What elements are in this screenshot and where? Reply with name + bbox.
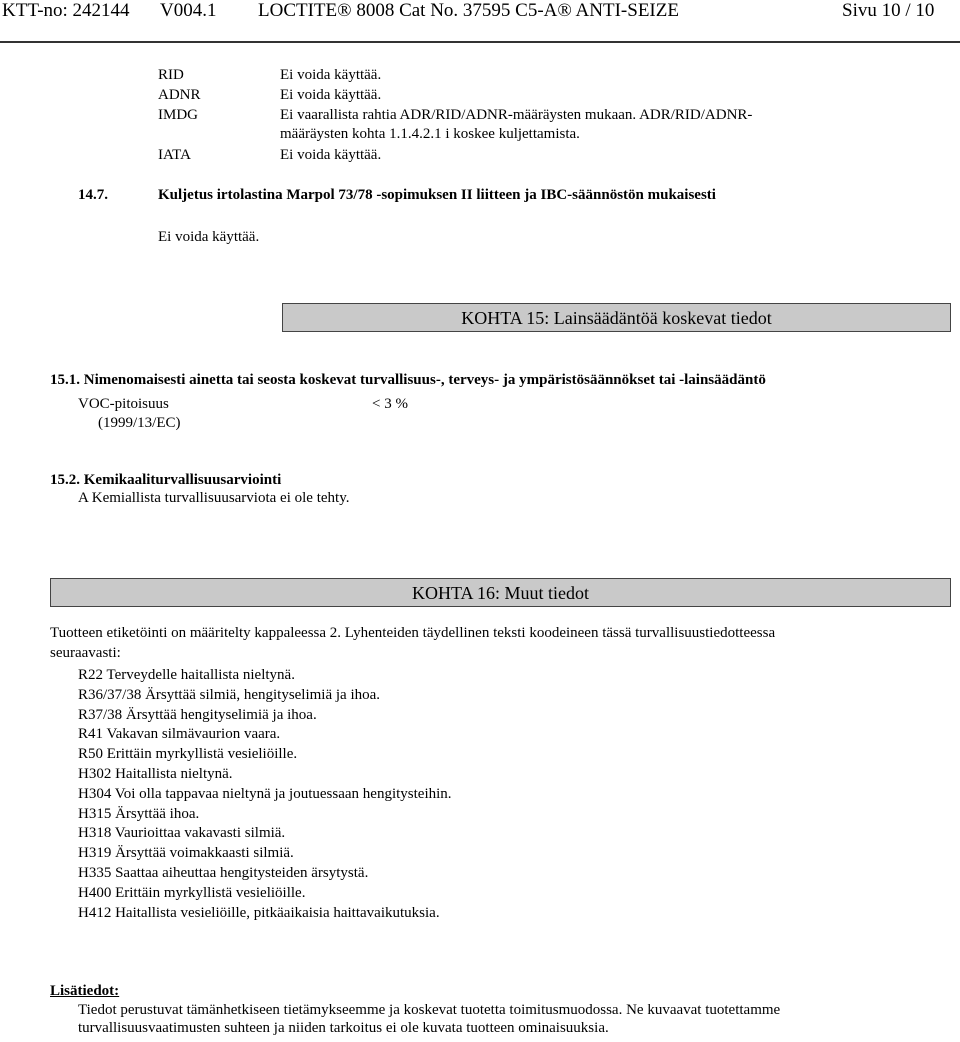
section-16-intro-line2: seuraavasti: <box>50 645 121 661</box>
additional-info-line1: Tiedot perustuvat tämänhetkiseen tietämykseemme ja koskevat tuotetta toimitusmuodossa. Ne kuvaavat tuotettamme <box>78 1002 781 1018</box>
section-16-banner <box>50 578 951 607</box>
rid-label: RID <box>158 67 184 83</box>
imdg-value-line1: Ei vaarallista rahtia ADR/RID/ADNR-määräysten mukaan. ADR/RID/ADNR- <box>280 107 753 123</box>
hazard-phrase-item: R22 Terveydelle haitallista nieltynä. <box>78 667 295 683</box>
hazard-phrase-item: H304 Voi olla tappavaa nieltynä ja joutuessaan hengitysteihin. <box>78 785 452 802</box>
hazard-phrase-item: R36/37/38 Ärsyttää silmiä, hengityselimiä ja ihoa. <box>78 686 381 703</box>
section-15-title: KOHTA 15: Lainsäädäntöä koskevat tiedot <box>461 308 772 328</box>
section-14-7-number: 14.7. <box>78 187 108 203</box>
iata-value: Ei voida käyttää. <box>280 147 382 163</box>
header-version: V004.1 <box>160 0 217 21</box>
section-15-2-title: 15.2. Kemikaaliturvallisuusarviointi <box>50 472 282 488</box>
hazard-phrase-item: H302 Haitallista nieltynä. <box>78 766 233 782</box>
hazard-phrase-item: H400 Erittäin myrkyllistä vesieliöille. <box>78 884 306 901</box>
hazard-phrase-item: H319 Ärsyttää voimakkaasti silmiä. <box>78 845 294 862</box>
hazard-phrase-item: H315 Ärsyttää ihoa. <box>78 805 200 822</box>
hazard-phrase-item: H335 Saattaa aiheuttaa hengitysteiden ärsytystä. <box>78 865 369 881</box>
additional-info-label: Lisätiedot: <box>50 983 120 999</box>
imdg-label: IMDG <box>158 107 198 123</box>
section-15-1-title: 15.1. Nimenomaisesti ainetta tai seosta koskevat turvallisuus-, terveys- ja ympäristösäännökset tai -lainsäädäntö <box>50 372 766 388</box>
section-16-title: KOHTA 16: Muut tiedot <box>411 583 590 603</box>
voc-label: VOC-pitoisuus <box>78 396 169 412</box>
additional-info-line2: turvallisuusvaatimusten suhteen ja niiden tarkoitus ei ole kuvata tuotteen ominaisuuksia. <box>78 1020 609 1036</box>
adnr-value: Ei voida käyttää. <box>280 87 382 103</box>
section-15-2-text: A Kemiallista turvallisuusarviota ei ole tehty. <box>78 490 350 506</box>
header-ktt-number: KTT-no: 242144 <box>2 0 130 21</box>
header-product-name: LOCTITE® 8008 Cat No. 37595 C5-A® ANTI-SEIZE <box>258 0 679 21</box>
voc-value: < 3 % <box>372 396 408 412</box>
rid-value: Ei voida käyttää. <box>280 67 382 83</box>
adnr-label: ADNR <box>158 87 201 103</box>
header-divider <box>0 41 960 43</box>
hazard-phrase-item: H412 Haitallista vesieliöille, pitkäaikaisia haittavaikutuksia. <box>78 904 440 921</box>
header-page-number: Sivu 10 / 10 <box>842 0 935 21</box>
imdg-value-line2: määräysten kohta 1.1.4.2.1 i koskee kuljettamista. <box>280 126 580 142</box>
section-14-7-text: Ei voida käyttää. <box>158 229 260 245</box>
hazard-phrase-item: H318 Vaurioittaa vakavasti silmiä. <box>78 825 286 842</box>
iata-label: IATA <box>158 147 191 163</box>
section-16-intro-line1: Tuotteen etiketöinti on määritelty kappaleessa 2. Lyhenteiden täydellinen teksti koodeineen tässä turvallisuustiedotteessa <box>50 625 776 641</box>
voc-sublabel: (1999/13/EC) <box>98 415 181 431</box>
hazard-phrase-item: R37/38 Ärsyttää hengityselimiä ja ihoa. <box>78 706 317 723</box>
section-14-7-title: Kuljetus irtolastina Marpol 73/78 -sopimuksen II liitteen ja IBC-säännöstön mukaisesti <box>158 187 716 203</box>
hazard-phrase-item: R50 Erittäin myrkyllistä vesieliöille. <box>78 746 298 763</box>
section-15-banner <box>282 303 951 332</box>
hazard-phrase-item: R41 Vakavan silmävaurion vaara. <box>78 726 281 743</box>
